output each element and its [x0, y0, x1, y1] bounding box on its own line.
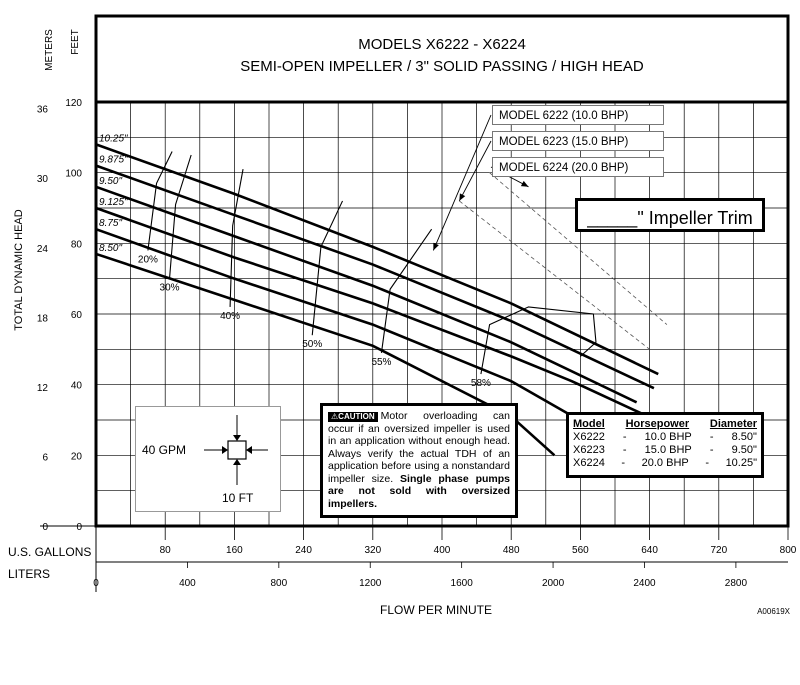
series-line-1	[96, 166, 654, 389]
model-tag-6223: MODEL 6223 (15.0 BHP)	[492, 131, 664, 151]
cell-diameter: 8.50"	[731, 431, 757, 443]
chart-title-box	[96, 16, 788, 102]
caution-box	[320, 403, 518, 518]
key-gpm-label: 40 GPM	[142, 443, 187, 457]
caution-bold-text: Single phase pumps are not sold with oversized impellers.	[328, 472, 510, 510]
x-tick-label-gpm: 640	[641, 545, 658, 556]
efficiency-label: 20%	[137, 254, 158, 266]
scale-key-box	[135, 406, 281, 512]
x-axis-liters-label: LITERS	[8, 567, 51, 581]
header-model: Model	[573, 418, 605, 430]
cell-sep: -	[621, 457, 626, 469]
key-ft-label: 10 FT	[222, 491, 254, 505]
model-tag-6224: MODEL 6224 (20.0 BHP)	[492, 157, 664, 177]
x-tick-label-gpm: 720	[710, 545, 728, 556]
cell-sep: -	[705, 457, 709, 469]
models-table	[566, 412, 764, 478]
x-tick-label-gpm: 400	[433, 545, 451, 556]
cell-sep: -	[709, 431, 714, 443]
table-row	[573, 457, 757, 470]
x-tick-label-liters: 1200	[359, 578, 382, 589]
y-tick-label-ft: 80	[70, 239, 82, 251]
x-tick-label-gpm: 480	[502, 545, 520, 556]
x-tick-label-gpm: 160	[226, 545, 243, 556]
series-label: 10.25"	[99, 133, 128, 145]
y-axis-feet-label: FEET	[70, 29, 81, 55]
chart-title: MODELS X6222 - X6224	[358, 36, 526, 53]
x-tick-label-liters: 2000	[541, 578, 565, 589]
efficiency-label: 50%	[302, 339, 323, 351]
y-tick-label-ft: 0	[76, 522, 82, 533]
dashed-limit-line	[490, 173, 667, 325]
header-diameter: Diameter	[709, 418, 757, 430]
series-label: 9.125"	[99, 197, 128, 208]
cell-hp: 15.0 BHP	[644, 444, 692, 456]
y-tick-label-ft: 100	[65, 168, 82, 180]
y-tick-label-m: 30	[36, 174, 48, 186]
y-tick-label-m: 0	[42, 522, 48, 533]
table-row	[573, 431, 757, 444]
caution-badge: ⚠CAUTION	[328, 412, 378, 422]
cell-sep: -	[622, 444, 627, 456]
y-tick-label-m: 18	[36, 313, 48, 325]
x-tick-label-gpm: 800	[779, 545, 797, 556]
y-tick-label-m: 12	[36, 382, 48, 394]
x-axis-label: FLOW PER MINUTE	[379, 603, 493, 617]
table-row	[573, 444, 757, 457]
x-axis-gallons-label: U.S. GALLONS	[8, 545, 92, 559]
cell-hp: 20.0 BHP	[641, 457, 689, 469]
x-tick-label-gpm: 560	[572, 545, 589, 556]
x-tick-label-gpm: 80	[159, 545, 171, 556]
header-horsepower: Horsepower	[625, 418, 690, 430]
x-tick-label-liters: 2800	[724, 578, 748, 589]
x-tick-label-liters: 400	[179, 578, 196, 589]
cell-model: X6224	[573, 457, 605, 469]
y-tick-label-m: 36	[36, 104, 48, 116]
y-axis-label: TOTAL DYNAMIC HEAD	[13, 209, 25, 331]
series-label: 8.75"	[99, 218, 123, 230]
impeller-trim-box: _____" Impeller Trim	[575, 198, 765, 232]
y-tick-label-ft: 120	[65, 98, 82, 109]
y-tick-label-ft: 60	[70, 310, 82, 321]
cell-diameter: 9.50"	[731, 444, 757, 456]
efficiency-label: 30%	[159, 282, 180, 294]
cell-diameter: 10.25"	[725, 457, 757, 469]
models-table-header	[573, 418, 757, 431]
cell-sep: -	[622, 431, 627, 443]
cell-hp: 10.0 BHP	[644, 431, 692, 443]
efficiency-label: 40%	[220, 310, 241, 322]
series-label: 9.875"	[99, 154, 128, 166]
y-tick-label-ft: 40	[70, 380, 82, 392]
chart-subtitle: SEMI-OPEN IMPELLER / 3" SOLID PASSING / HIGH HEAD	[240, 58, 644, 75]
scale-key-icon	[136, 407, 280, 511]
model-leader-line	[459, 141, 491, 201]
x-tick-label-gpm: 320	[364, 545, 382, 556]
y-tick-label-ft: 20	[70, 451, 82, 463]
y-tick-label-m: 24	[36, 243, 48, 255]
x-tick-label-liters: 0	[93, 578, 99, 589]
efficiency-label: 55%	[371, 356, 392, 368]
y-tick-label-m: 6	[42, 452, 48, 464]
y-axis-meters-label: METERS	[44, 29, 55, 71]
cell-model: X6223	[573, 444, 605, 456]
footer-code: A00619X	[757, 607, 790, 616]
x-tick-label-liters: 2400	[633, 578, 656, 589]
caution-text: Motor overloading can occur if an oversized impeller is used in an application without enough head. Always verify the actual TDH of an application before using a nonstandard impeller size.	[328, 410, 510, 485]
efficiency-label: 58%	[470, 378, 491, 390]
series-line-2	[96, 187, 637, 403]
model-tag-6222: MODEL 6222 (10.0 BHP)	[492, 105, 664, 125]
x-tick-label-liters: 800	[270, 578, 288, 589]
series-label: 9.50"	[99, 175, 123, 187]
x-tick-label-liters: 1600	[450, 578, 473, 589]
cell-model: X6222	[573, 431, 605, 443]
series-label: 8.50"	[99, 242, 123, 254]
x-tick-label-gpm: 240	[295, 545, 312, 556]
cell-sep: -	[709, 444, 714, 456]
